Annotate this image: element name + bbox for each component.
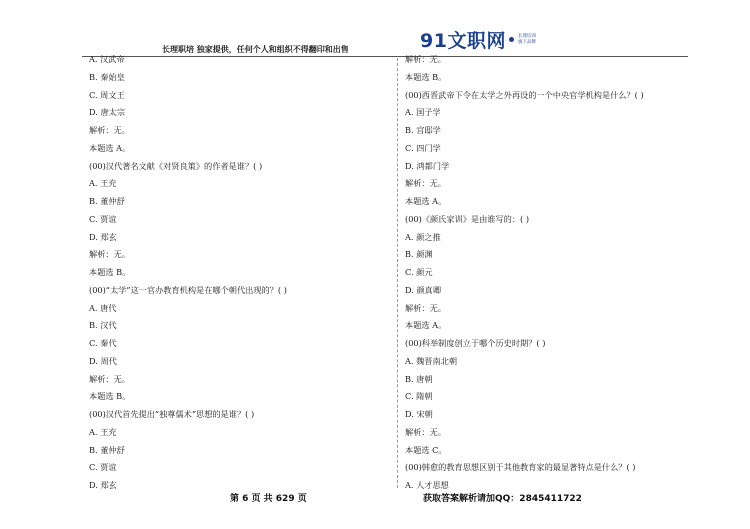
text-line: 解析：无。 (89, 125, 130, 135)
page-number: 第 6 页 共 629 页 (230, 494, 307, 504)
text-line: B. 唐朝 (405, 373, 433, 384)
text-line: (00)汉代著名文献《对贤良策》的作者是谁？( ) (89, 160, 263, 171)
text-line: 本题选 A。 (89, 142, 131, 153)
text-line: D. 唐太宗 (89, 107, 126, 118)
text-line: 解析：无。 (89, 249, 130, 260)
text-line: D. 颜真卿 (405, 284, 442, 295)
text-line: A. 汉武帝 (89, 54, 125, 64)
text-line: A. 颜之推 (405, 231, 441, 242)
text-line: D. 鸿都门学 (405, 160, 450, 171)
text-line: (00)汉代首先提出“独尊儒术”思想的是谁？( ) (89, 409, 255, 419)
text-line: B. 董仲舒 (89, 196, 125, 206)
logo-dot-icon (509, 37, 514, 42)
text-line: C. 贾谊 (89, 213, 117, 224)
text-line: 解析：无。 (405, 54, 446, 64)
column-divider (397, 58, 398, 488)
logo-text: 91文职网 (420, 30, 506, 52)
contact-info: 获取答案解析请加QQ：2845411722 (423, 494, 582, 504)
text-line: A. 王充 (89, 426, 117, 437)
text-line: C. 颜元 (405, 267, 433, 277)
text-line: 本题选 B。 (89, 267, 131, 277)
text-line: 本题选 A。 (405, 196, 447, 206)
text-line: B. 汉代 (89, 320, 117, 331)
text-line: A. 人才思想 (405, 480, 449, 490)
text-line: C. 贾谊 (89, 462, 117, 473)
site-logo (420, 26, 536, 53)
text-line: 解析：无。 (405, 178, 446, 189)
text-line: B. 颜渊 (405, 249, 433, 260)
text-line: D. 郑玄 (89, 480, 117, 490)
text-line: 解析：无。 (405, 302, 446, 313)
text-line: D. 宋朝 (405, 409, 433, 419)
text-line: 本题选 B。 (89, 391, 131, 402)
text-line: B. 秦始皇 (89, 71, 125, 82)
text-line: B. 宫邸学 (405, 125, 441, 135)
text-line: 本题选 C。 (405, 444, 447, 455)
logo-slogan-line-1: 长理培训 (517, 33, 536, 39)
text-line: C. 秦代 (89, 338, 117, 348)
text-line: A. 王充 (89, 178, 117, 189)
right-column (405, 51, 705, 495)
text-line: 解析：无。 (405, 426, 446, 437)
text-line: B. 董仲舒 (89, 444, 125, 455)
text-line: A. 国子学 (405, 107, 441, 118)
text-line: (00)科举制度创立于哪个历史时期？( ) (405, 338, 546, 348)
text-line: C. 隋朝 (405, 391, 433, 402)
text-line: (00)西晋武帝下令在太学之外再设的一个中央官学机构是什么？( ) (405, 89, 644, 100)
text-line: D. 郑玄 (89, 231, 117, 242)
logo-slogan-line-2: 旗下品牌 (517, 39, 536, 45)
text-line: (00)《颜氏家训》是由谁写的：( ) (405, 213, 530, 224)
text-line: C. 四门学 (405, 142, 441, 153)
text-line: (00)“太学”这一官办教育机构是在哪个朝代出现的？( ) (89, 284, 287, 295)
text-line: D. 周代 (89, 355, 117, 366)
text-line: A. 魏晋南北朝 (405, 355, 458, 366)
text-line: 本题选 A。 (405, 320, 447, 331)
text-line: (00)韩愈的教育思想区别于其他教育家的最显著特点是什么？( ) (405, 462, 636, 473)
text-line: 解析：无。 (89, 373, 130, 384)
text-line: C. 周文王 (89, 89, 125, 100)
logo-slogan (518, 34, 536, 46)
text-line: 本题选 B。 (405, 71, 447, 82)
header-notice: 长理职培 独家提供，任何个人和组织不得翻印和出售 (162, 45, 349, 54)
left-column (89, 51, 389, 495)
text-line: A. 唐代 (89, 302, 117, 313)
